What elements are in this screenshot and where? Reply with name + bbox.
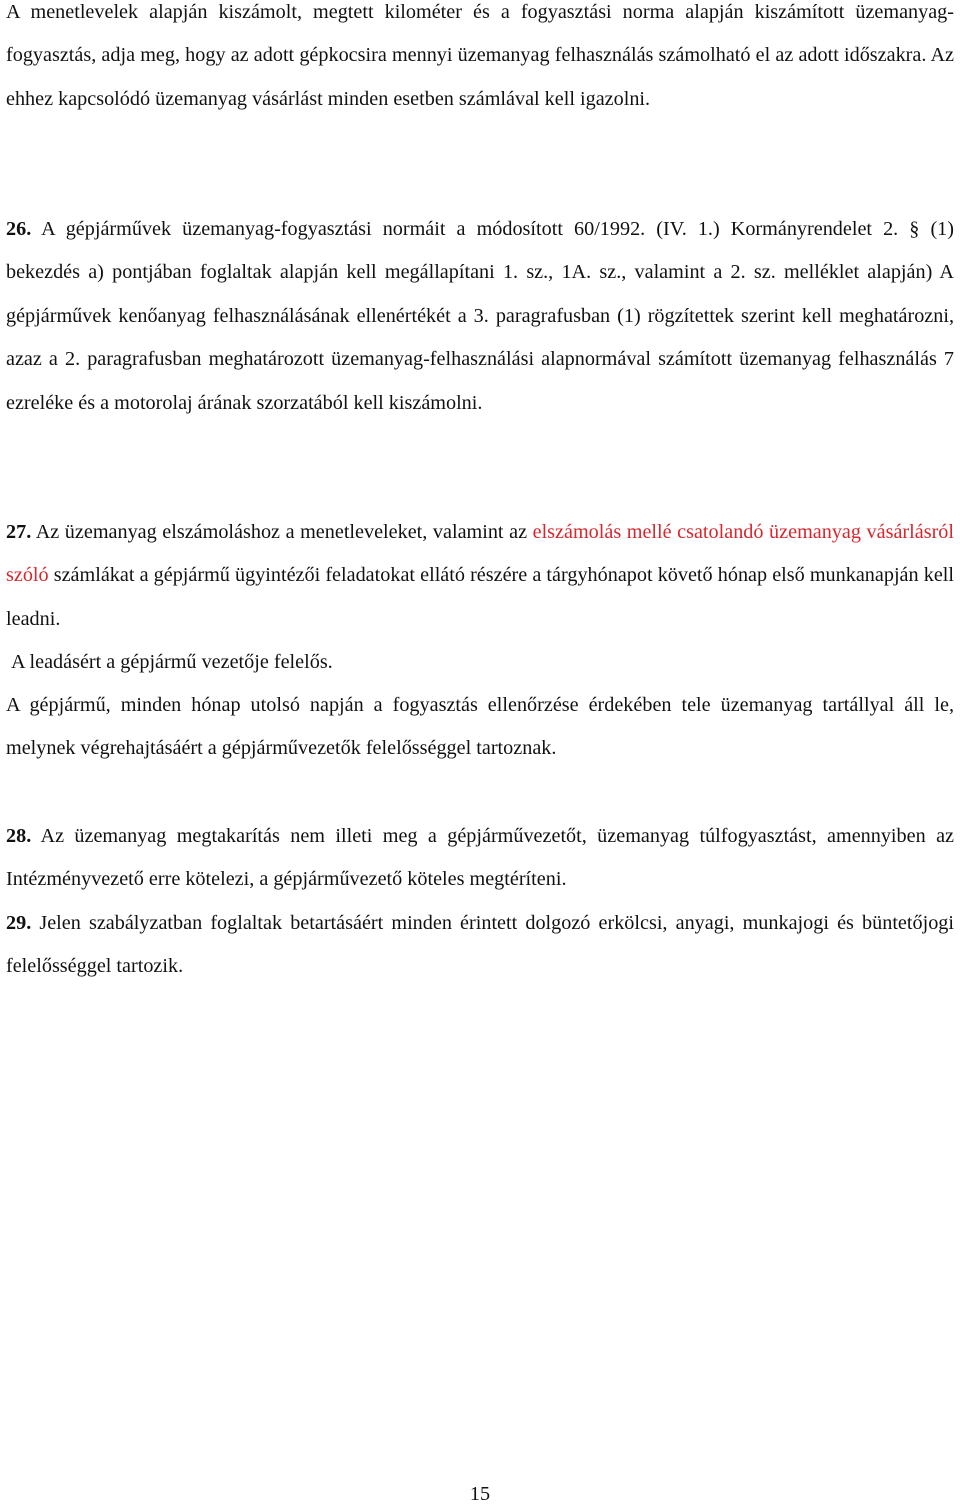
section-number: 27. (6, 521, 32, 543)
paragraph-27-tank (6, 684, 954, 771)
paragraph-27 (6, 511, 954, 641)
paragraph-27-responsibility (6, 641, 959, 684)
paragraph-29 (6, 902, 954, 989)
section-number: 28. (6, 825, 32, 847)
paragraph-text: A menetlevelek alapján kiszámolt, megtett kilométer és a fogyasztási norma alapján kiszámított üzemanyag-fogyasztás, adja meg, hogy az adott gépkocsira mennyi üzemanyag felhasználás számolható el az adott időszakra. Az ehhez kapcsolódó üzemanyag vásárlást minden esetben számlával kell igazolni. (6, 1, 954, 110)
paragraph-text: A gépjármű, minden hónap utolsó napján a fogyasztás ellenőrzése érdekében tele üzemanyag tartállyal áll le, melynek végrehajtásáért a gépjárművezetők felelősséggel tartoznak. (6, 694, 954, 760)
paragraph-text: A leadásért a gépjármű vezetője felelős. (11, 651, 333, 673)
section-number: 29. (6, 912, 32, 934)
paragraph-text: Az üzemanyag megtakarítás nem illeti meg a gépjárművezetőt, üzemanyag túlfogyasztást, amennyiben az Intézményvezető erre kötelezi, a gépjárművezető köteles megtéríteni. (6, 825, 954, 891)
paragraph-text: számlákat a gépjármű ügyintézői feladatokat ellátó részére a tárgyhónapot követő hónap első munkanapján kell leadni. (6, 564, 954, 630)
paragraph-text: Jelen szabályzatban foglaltak betartásáért minden érintett dolgozó erkölcsi, anyagi, munkajogi és büntetőjogi felelősséggel tartozik. (6, 912, 954, 978)
paragraph-text: Az üzemanyag elszámoláshoz a menetleveleket, valamint az (31, 521, 533, 543)
section-number: 26. (6, 218, 32, 240)
page-number: 15 (469, 1483, 491, 1505)
paragraph-28 (6, 815, 954, 902)
paragraph-26 (6, 208, 954, 425)
paragraph-text: A gépjárművek üzemanyag-fogyasztási normáit a módosított 60/1992. (IV. 1.) Kormányrendelet 2. § (1) bekezdés a) pontjában foglaltak alapján kell megállapítani 1. sz., 1A. sz., valamint a 2. sz. melléklet alapján) A gépjárművek kenőanyag felhasználásának ellenértékét a 3. paragrafusban (1) rögzítettek szerint kell meghatározni, azaz a 2. paragrafusban meghatározott üzemanyag-felhasználási alapnormával számított üzemanyag felhasználás 7 ezreléke és a motorolaj árának szorzatából kell kiszámolni. (6, 218, 954, 414)
highlighted-text: elszámolás mellé csatolandó üzemanyag vásárlásról szóló (6, 521, 954, 587)
paragraph-fuel-calculation (6, 0, 954, 121)
